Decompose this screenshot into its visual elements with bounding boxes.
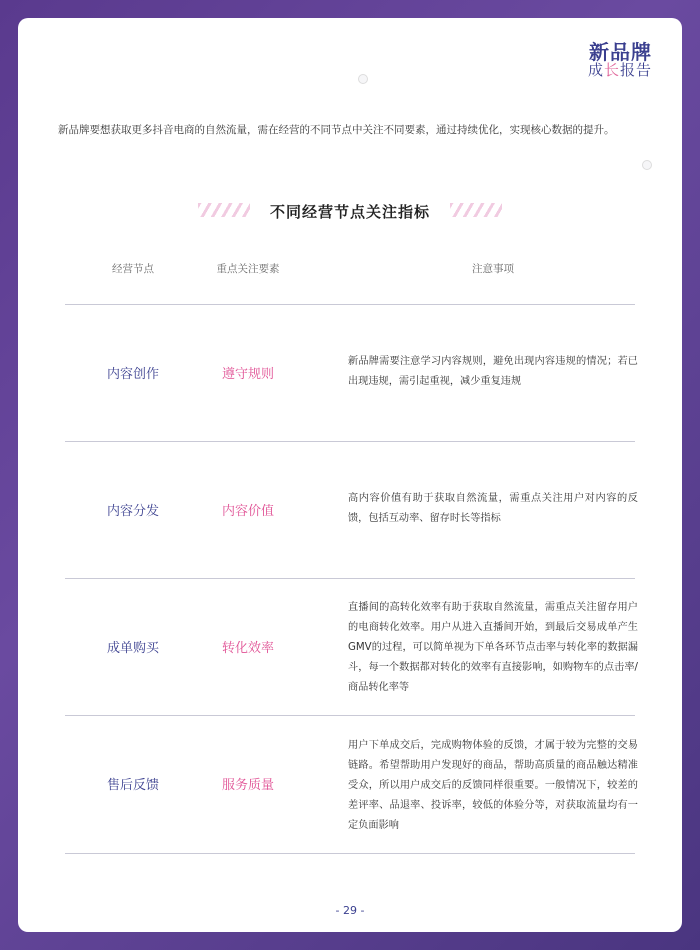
logo-line-2: 成长报告 <box>587 61 652 79</box>
logo-line-1: 新品牌 <box>589 40 652 64</box>
row-1-node: 内容创作 <box>106 367 159 382</box>
row-4-key: 服务质量 <box>221 778 274 793</box>
table-title-wrap <box>18 201 682 222</box>
row-2-key: 内容价值 <box>221 504 274 519</box>
row-3-key: 转化效率 <box>221 641 274 656</box>
intro-paragraph: 新品牌要想获取更多抖音电商的自然流量，需在经营的不同节点中关注不同要素，通过持续优化，实现核心数据的提升。 <box>58 124 615 136</box>
row-1-key: 遵守规则 <box>221 367 274 382</box>
row-4-desc: 用户下单成交后，完成购物体验的反馈，才属于较为完整的交易链路。希望帮助用户发现好的商品，帮助高质量的商品触达精准受众，所以用户成交后的反馈同样很重要。一般情况下，较差的差评率、品退率、投诉率，较低的体验分等，对获取流量均有一定负面影响 <box>348 740 638 831</box>
header-key: 重点关注要素 <box>216 263 280 275</box>
row-4-node: 售后反馈 <box>106 778 159 793</box>
table-title: 不同经营节点关注指标 <box>269 203 430 221</box>
row-3-node: 成单购买 <box>106 641 159 656</box>
table-divider <box>65 441 635 442</box>
table-divider <box>65 853 635 854</box>
row-1-desc: 新品牌需要注意学习内容规则，避免出现内容违规的情况；若已出现违规，需引起重视，减少重复违规 <box>348 356 638 387</box>
row-2-desc: 高内容价值有助于获取自然流量，需重点关注用户对内容的反馈，包括互动率、留存时长等指标 <box>348 493 638 524</box>
page-number: - 29 - <box>335 904 365 917</box>
table-divider <box>65 304 635 305</box>
row-2-node: 内容分发 <box>106 504 159 519</box>
header-node: 经营节点 <box>112 263 154 275</box>
brand-logo <box>588 42 652 79</box>
row-3-desc: 直播间的高转化效率有助于获取自然流量，需重点关注留存用户的电商转化效率。用户从进入直播间开始，到最后交易成单产生GMV的过程，可以简单视为下单各环节点击率与转化率的数据漏斗，每一个数据都对转化的效率有直接影响，如购物车的点击率/商品转化率等 <box>348 602 638 693</box>
report-page <box>18 18 682 932</box>
table-divider <box>65 578 635 579</box>
header-notes: 注意事项 <box>472 263 514 275</box>
table-divider <box>65 715 635 716</box>
decor-dot <box>642 160 652 170</box>
decor-dot <box>358 74 368 84</box>
